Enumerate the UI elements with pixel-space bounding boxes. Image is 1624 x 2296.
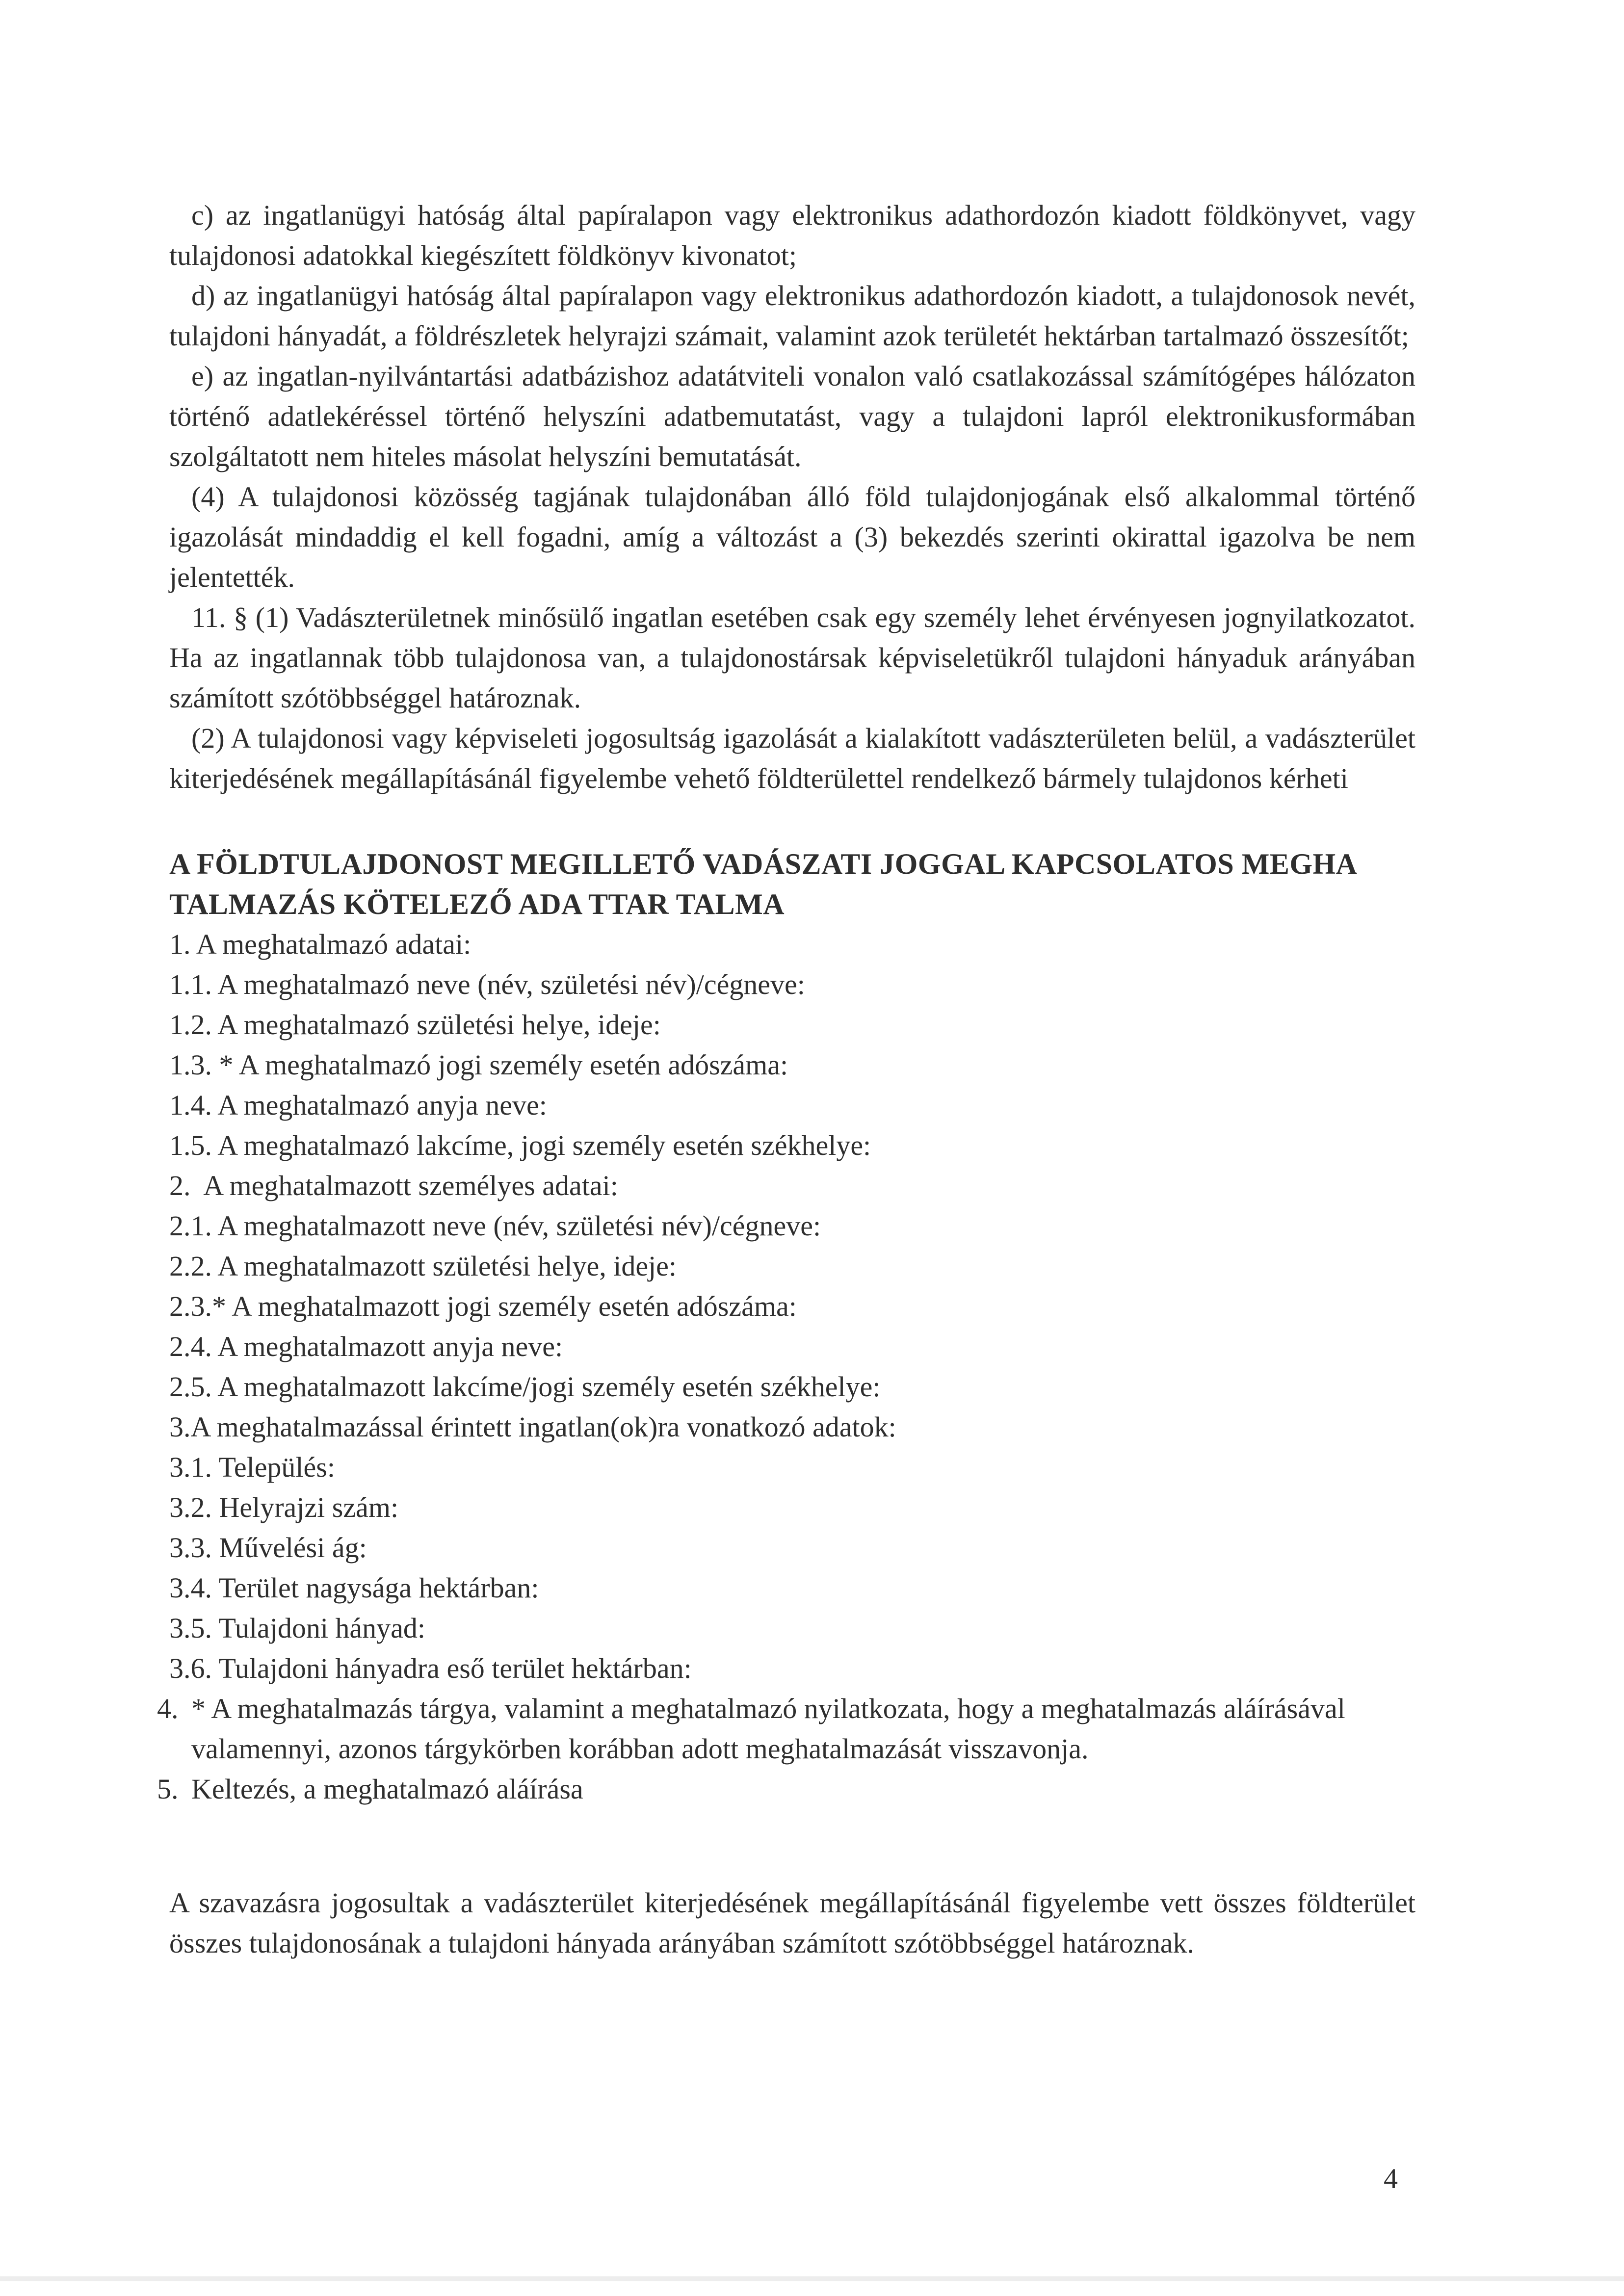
- list-item: 1.4. A meghatalmazó anyja neve:: [169, 1089, 547, 1121]
- list-item: 2.2. A meghatalmazott születési helye, ideje:: [169, 1250, 677, 1282]
- list-item: 2. A meghatalmazott személyes adatai:: [169, 1170, 618, 1201]
- list-item: 1.3. * A meghatalmazó jogi személy esetén adószáma:: [169, 1049, 788, 1081]
- list-item: 3.2. Helyrajzi szám:: [169, 1491, 399, 1523]
- list-item: 3.A meghatalmazással érintett ingatlan(ok)ra vonatkozó adatok:: [169, 1411, 896, 1443]
- list-item: 1.2. A meghatalmazó születési helye, ideje:: [169, 1009, 661, 1041]
- form-heading: [169, 844, 1415, 924]
- page-number: 4: [1384, 2163, 1398, 2194]
- list-item-4: [157, 1689, 1415, 1769]
- page-content: [157, 195, 1415, 1963]
- list-item: 3.3. Művelési ág:: [169, 1532, 367, 1564]
- list-item: 3.6. Tulajdoni hányadra eső terület hektárban:: [169, 1652, 692, 1684]
- list-item: 1. A meghatalmazó adatai:: [169, 928, 471, 960]
- list-item: 2.1. A meghatalmazott neve (név, születési név)/cégneve:: [169, 1210, 821, 1242]
- clause-e: e) az ingatlan-nyilvántartási adatbázishoz adatátviteli vonalon való csatlakozással számítógépes hálózaton történő adatlekéréssel történő helyszíni adatbemutatást, vagy a tulajdoni lapról elektronikusformában szolgáltatott nem hiteles másolat helyszíni bemutatását.: [169, 360, 1415, 472]
- list-item-text: * A meghatalmazás tárgya, valamint a meghatalmazó nyilatkozata, hogy a meghatalmazás aláírásával valamennyi, azonos tárgykörben korábban adott meghatalmazását visszavonja.: [191, 1693, 1345, 1765]
- list-item: 3.4. Terület nagysága hektárban:: [169, 1572, 539, 1604]
- list-item: 2.3.* A meghatalmazott jogi személy esetén adószáma:: [169, 1290, 797, 1322]
- list-item: 2.5. A meghatalmazott lakcíme/jogi személy esetén székhelye:: [169, 1371, 881, 1403]
- paragraph-4: (4) A tulajdonosi közösség tagjának tulajdonában álló föld tulajdonjogának első alkalommal történő igazolását mindaddig el kell fogadni, amíg a változást a (3) bekezdés szerinti okirattal igazolva be nem jelentették.: [169, 481, 1415, 593]
- list-item-number: 5.: [157, 1773, 179, 1805]
- spacer: [169, 1809, 1415, 1883]
- form-heading-line-2: TALMAZÁS KÖTELEZŐ ADA TTAR TALMA: [169, 888, 785, 920]
- spacer: [169, 799, 1415, 844]
- clause-d: d) az ingatlanügyi hatóság által papíralapon vagy elektronikus adathordozón kiadott, a tulajdonosok nevét, tulajdoni hányadát, a földrészletek helyrajzi számait, valamint azok területét hektárban tartalmazó összesítőt;: [169, 280, 1415, 352]
- list-item-number: 4.: [157, 1693, 179, 1724]
- scan-edge: [0, 2276, 1624, 2281]
- section-11-paragraph-2: (2) A tulajdonosi vagy képviseleti jogosultság igazolását a kialakított vadászterületen belül, a vadászterület kiterjedésének megállapításánál figyelembe vehető földterülettel rendelkező bármely tulajdonos kérheti: [169, 722, 1415, 794]
- list-item: 1.5. A meghatalmazó lakcíme, jogi személy esetén székhelye:: [169, 1129, 871, 1161]
- section-11-paragraph-1: 11. § (1) Vadászterületnek minősülő ingatlan esetében csak egy személy lehet érvényesen jognyilatkozatot. Ha az ingatlannak több tulajdonosa van, a tulajdonostársak képviseletükről tulajdoni hányaduk arányában számított szótöbbséggel határoznak.: [169, 601, 1415, 714]
- list-item: 2.4. A meghatalmazott anyja neve:: [169, 1331, 563, 1362]
- form-heading-line-1: A FÖLDTULAJDONOST MEGILLETŐ VADÁSZATI JOGGAL KAPCSOLATOS MEGHA: [169, 848, 1358, 880]
- list-item: 3.1. Település:: [169, 1451, 335, 1483]
- closing-paragraph: A szavazásra jogosultak a vadászterület kiterjedésének megállapításánál figyelembe vett összes földterület összes tulajdonosának a tulajdoni hányada arányában számított szótöbbséggel határoznak.: [169, 1887, 1415, 1959]
- list-item: 3.5. Tulajdoni hányad:: [169, 1612, 426, 1644]
- list-item: 1.1. A meghatalmazó neve (név, születési név)/cégneve:: [169, 968, 805, 1000]
- clause-c: c) az ingatlanügyi hatóság által papíralapon vagy elektronikus adathordozón kiadott földkönyvet, vagy tulajdonosi adatokkal kiegészített földkönyv kivonatot;: [169, 199, 1415, 271]
- list-item-text: Keltezés, a meghatalmazó aláírása: [191, 1773, 583, 1805]
- required-data-list: [169, 924, 1415, 1689]
- list-item-5: [157, 1769, 1415, 1809]
